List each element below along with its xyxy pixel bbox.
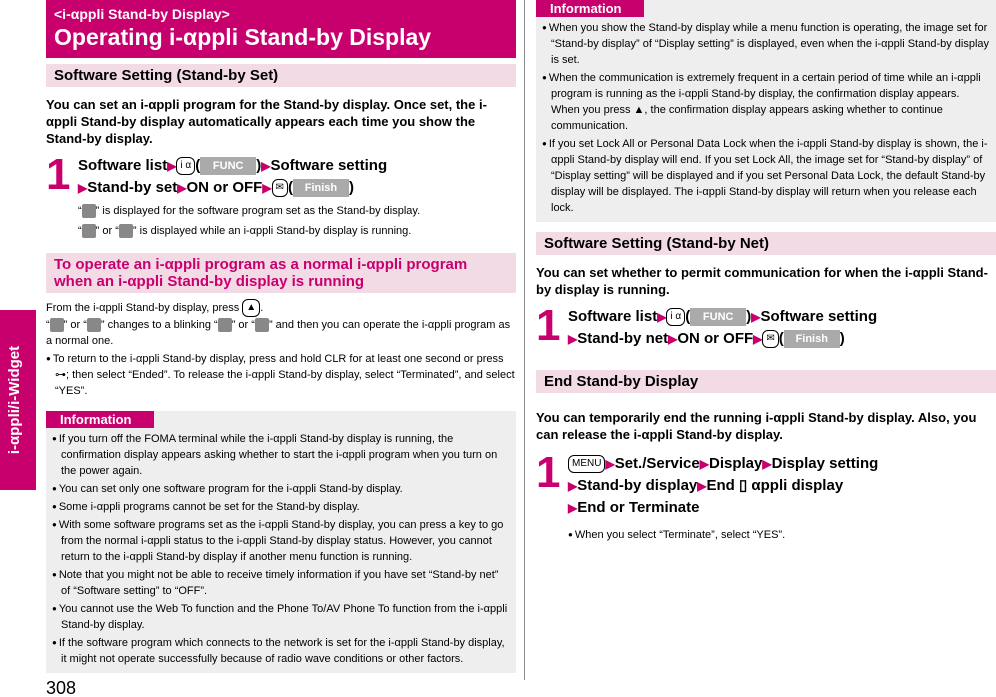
step-line-2 (568, 328, 996, 350)
iappli-key-icon: i α (176, 157, 195, 175)
para-text: ” or “ (231, 319, 255, 331)
note-text: ” is displayed while an i-αppli Stand-by display is running. (132, 225, 412, 237)
info-item: ● You can set only one software program for the i-αppli Stand-by display. (52, 481, 510, 497)
step-text: End ▯ αppli display (706, 477, 844, 494)
quote: “ (78, 205, 82, 217)
step-text: ) (839, 330, 845, 347)
chapter-title: Operating i-αppli Stand-by Display (54, 24, 432, 50)
arrow-icon: ▶ (751, 310, 761, 324)
lead-text: You can set an i-αppli program for the Stand-by display. Once set, the i-αppli Stand-by display automatically appears each time you show the Stand-by display. (46, 97, 487, 146)
step-line-1 (78, 155, 516, 177)
para-text: ” or “ (63, 319, 87, 331)
side-tab (0, 0, 36, 697)
section-heading-stand-by-set: Software Setting (Stand-by Set) (46, 64, 516, 87)
step-number: 1 (536, 301, 561, 350)
arrow-icon: ▶ (167, 159, 177, 173)
section-heading-normal-operation: To operate an i-αppli program as a normal i-αppli program when an i-αppli Stand-by display is running (46, 253, 516, 293)
step-text: Display setting (771, 455, 879, 472)
arrow-icon: ▶ (78, 181, 88, 195)
arrow-icon: ▶ (753, 332, 763, 346)
step-1-net (536, 301, 996, 350)
arrow-icon: ▶ (262, 181, 272, 195)
info-item: ● With some software programs set as the i-αppli Stand-by display, you can press a key to go from the normal i-αppli status to the i-αppli Stand-by display status. However, you cannot return to the i-αppli Stand-by display if another menu function is running. (52, 517, 510, 565)
step-text: Software setting (760, 308, 878, 325)
step-1-end (536, 448, 996, 543)
side-tab-label: i-αppli/i-Widget (6, 345, 23, 455)
arrow-icon: ▶ (697, 479, 707, 493)
step-line-1 (568, 453, 996, 475)
running-icon-b (119, 224, 133, 238)
finish-softkey: Finish (784, 330, 840, 348)
info-box-right (536, 0, 996, 222)
step-text: ( (778, 330, 784, 347)
lead-text: You can temporarily end the running i-αppli Stand-by display. Also, you can release the i-αppli Stand-by display. (536, 410, 977, 442)
arrow-icon: ▶ (568, 479, 578, 493)
step-text: End or Terminate (577, 499, 700, 516)
iappli-key-icon: i α (666, 308, 685, 326)
step-text: Stand-by display (577, 477, 698, 494)
running-icon-a (50, 318, 64, 332)
finish-softkey: Finish (293, 179, 349, 197)
operation-paragraph: From the i-αppli Stand-by display, press ▲ . “ ” or “ ” changes to a blinking “ ” or “ ” and then you can operate the i-αppli program as a normal one. (46, 299, 516, 349)
step-line-1 (568, 306, 996, 328)
arrow-icon: ▶ (261, 159, 271, 173)
step-note-2 (78, 223, 516, 239)
arrow-icon: ▶ (177, 181, 187, 195)
lead-text: You can set whether to permit communication for when the i-αppli Stand-by display is running. (536, 265, 988, 297)
left-column (46, 0, 516, 673)
info-item: ● Some i-αppli programs cannot be set for the Stand-by display. (52, 499, 510, 515)
up-key-icon: ▲ (242, 299, 260, 317)
step-text: ) (746, 308, 752, 325)
step-text: ( (685, 308, 691, 325)
info-item: ● If you turn off the FOMA terminal while the i-αppli Stand-by display is running, the confirmation display appears asking whether to start the i-αppli program when you turn on the power again. (52, 431, 510, 479)
arrow-icon: ▶ (668, 332, 678, 346)
arrow-icon: ▶ (568, 332, 578, 346)
blinking-icon-a (218, 318, 232, 332)
step-text: ( (287, 179, 293, 196)
section-heading-stand-by-net: Software Setting (Stand-by Net) (536, 232, 996, 255)
note-text: ” or “ (95, 225, 119, 237)
arrow-icon: ▶ (605, 457, 615, 471)
chapter-header (46, 0, 516, 58)
step-text: Set./Service (614, 455, 700, 472)
menu-key-icon: MENU (568, 455, 605, 473)
section-heading-end-stand-by: End Stand-by Display (536, 370, 996, 393)
page-number: 308 (46, 678, 77, 697)
step-line-2 (78, 177, 516, 199)
info-box-left (46, 411, 516, 673)
step-text: ( (195, 157, 201, 174)
step-text: Stand-by net (577, 330, 669, 347)
step-text: Software setting (270, 157, 388, 174)
mail-key-icon: ✉ (272, 179, 288, 197)
right-column (536, 0, 996, 543)
step-text: Software list (78, 157, 168, 174)
para-text: From the i-αppli Stand-by display, press (46, 301, 240, 314)
step-1 (46, 150, 516, 239)
mail-key-icon: ✉ (762, 330, 778, 348)
blinking-icon-b (255, 318, 269, 332)
info-item: ● If you set Lock All or Personal Data Lock when the i-αppli Stand-by display is shown, the i-αppli Stand-by display will end. If you set Lock All, the image set for “Stand-by display” of “Display setting” will be displayed and if you set Personal Data Lock, the default Stand-by display will be displayed. The i-αppli Stand-by display will return when you release each lock. (542, 136, 990, 216)
quote: “ (46, 319, 50, 331)
func-softkey: FUNC (690, 308, 746, 326)
step-text: ON or OFF (677, 330, 754, 347)
info-item: ● When the communication is extremely frequent in a certain period of time while an i-αppli program is running as the i-αppli Stand-by display, the confirmation display appears. When you press ▲, the confirmation display appears asking whether to continue communication. (542, 70, 990, 134)
chapter-subtitle: <i-αppli Stand-by Display> (54, 6, 230, 22)
step-text: Stand-by set (87, 179, 178, 196)
step-text: Display (708, 455, 763, 472)
step-text: ) (256, 157, 262, 174)
return-bullet: ● To return to the i-αppli Stand-by display, press and hold CLR for at least one second or press ⊶; then select “Ended”. To release the i-αppli Stand-by display, select “Terminated”, and select “YES”. (46, 351, 516, 399)
step-text: ) (348, 179, 354, 196)
step-line-2 (568, 475, 996, 497)
note-text: ” is displayed for the software program set as the Stand-by display. (95, 205, 421, 217)
info-label: Information (536, 0, 644, 17)
step-line-3 (568, 497, 996, 519)
standby-app-icon (82, 204, 96, 218)
running-icon-b (87, 318, 101, 332)
quote: “ (78, 225, 82, 237)
step-note: ● When you select “Terminate”, select “YES”. (568, 527, 996, 543)
column-divider (524, 0, 525, 680)
arrow-icon: ▶ (699, 457, 709, 471)
arrow-icon: ▶ (657, 310, 667, 324)
func-softkey: FUNC (200, 157, 256, 175)
para-text: ” changes to a blinking “ (100, 319, 218, 331)
arrow-icon: ▶ (568, 501, 578, 515)
step-text: Software list (568, 308, 658, 325)
step-number: 1 (536, 448, 561, 497)
info-item: ● Note that you might not be able to receive timely information if you have set “Stand-by net” of “Software setting” to “OFF”. (52, 567, 510, 599)
step-text: ON or OFF (186, 179, 263, 196)
info-item: ● When you show the Stand-by display while a menu function is operating, the image set for “Stand-by display” of “Display setting” is displayed, even when the i-αppli Stand-by display is set. (542, 20, 990, 68)
running-icon-a (82, 224, 96, 238)
para-text: ” and then you can operate the i-αppli program as a normal one. (46, 319, 511, 347)
info-item: ● You cannot use the Web To function and the Phone To/AV Phone To function from the i-αppli Stand-by display. (52, 601, 510, 633)
step-number: 1 (46, 150, 71, 199)
arrow-icon: ▶ (762, 457, 772, 471)
info-label: Information (46, 411, 154, 428)
info-item: ● If the software program which connects to the network is set for the i-αppli Stand-by display, it might not operate successfully because of radio wave conditions or other factors. (52, 635, 510, 667)
step-note-1 (78, 203, 516, 219)
